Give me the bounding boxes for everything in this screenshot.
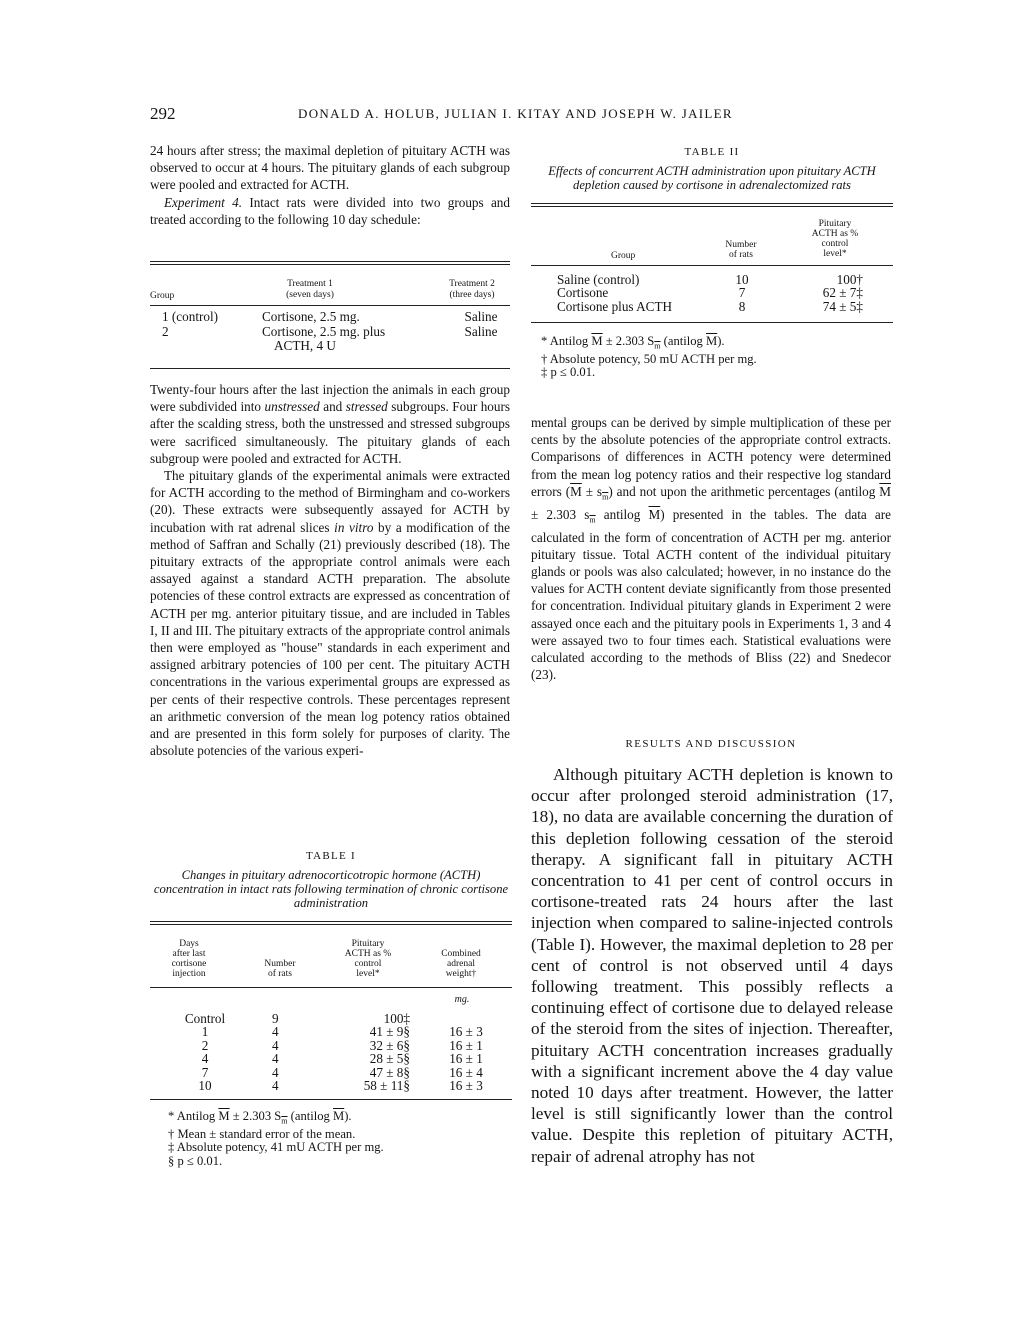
table-2-body xyxy=(531,266,893,314)
mean-symbol: $\overline{M}$ xyxy=(570,483,582,499)
text-span: antilog xyxy=(595,506,649,522)
table-row: 10 xyxy=(198,1078,212,1094)
header-line: Pituitary xyxy=(351,939,385,949)
schedule-cell-group: 2 xyxy=(162,323,169,339)
header-line: ACTH as % xyxy=(344,949,392,959)
text-span: ± 2.303 s xyxy=(531,506,590,522)
table-1-caption: TABLE I xyxy=(305,850,357,862)
header-line: injection xyxy=(172,969,206,979)
table-row: 28 ± 5§ xyxy=(369,1051,410,1067)
table-1-bottom-rule xyxy=(150,1099,512,1100)
schedule-bottom-rule xyxy=(150,368,510,369)
table-row: 100‡ xyxy=(383,1011,410,1026)
table-1-header-weight xyxy=(426,949,496,979)
schedule-cell-t1 xyxy=(262,310,452,325)
header-line: control xyxy=(354,959,382,969)
paragraph-methods xyxy=(150,467,510,759)
schedule-header xyxy=(150,265,510,305)
table-1-col-number xyxy=(272,1012,292,1092)
table-row: Control xyxy=(184,1011,226,1026)
footnote: § p ≤ 0.01. xyxy=(168,1153,223,1168)
table-row: 8 xyxy=(738,298,746,314)
table-row: 47 ± 8§ xyxy=(369,1064,410,1080)
header-line: Days xyxy=(179,939,199,949)
table-2-col-group xyxy=(557,273,672,313)
text-span: ± 2.303 S xyxy=(229,1109,282,1123)
text-span: (antilog xyxy=(287,1109,333,1123)
section-heading: RESULTS AND DISCUSSION xyxy=(625,738,797,750)
header-line: Combined xyxy=(441,949,481,959)
table-row: 16 ± 3 xyxy=(449,1024,483,1040)
text-span: ) and not upon the arithmetic percentages (antilog xyxy=(608,483,880,499)
mean-symbol: $\overline{M}$ xyxy=(218,1109,230,1123)
schedule-header-treatment-1: Treatment 1 xyxy=(287,279,333,289)
schedule-cell-t2: Saline xyxy=(464,323,498,339)
paragraph-comparisons xyxy=(531,414,891,683)
text-span: ) presented in the tables. The data are calculated in the form of concentration of ACTH per mg. anterior pituitary tissue. Total ACTH content of the individual pituitary glands or pools was also calculated; however, in no instance do the values for ACTH content deviate significantly from those presented for concentration. Individual pituitary glands in Experiment 2 were assayed once each and the pituitary pools in Experiments 1, 3 and 4 were assayed two to four times each. Statistical evaluations were calculated according to the methods of Bliss (22) and Snedecor (23). xyxy=(531,506,892,683)
table-row: 16 ± 1 xyxy=(449,1051,483,1067)
mean-subscript: m xyxy=(654,341,661,351)
mean-subscript: m xyxy=(602,492,609,502)
term-in-vitro: in vitro xyxy=(334,519,374,535)
table-row: Cortisone xyxy=(557,285,609,301)
footnote xyxy=(168,1110,512,1128)
table-1-header-number xyxy=(250,959,310,979)
table-1-col-level xyxy=(330,1012,410,1092)
table-row: 4 xyxy=(272,1037,279,1053)
term-unstressed: unstressed xyxy=(264,399,320,415)
table-2-bottom-rule xyxy=(531,322,893,323)
table-row: 4 xyxy=(272,1078,279,1094)
footnote: ‡ p ≤ 0.01. xyxy=(541,365,596,380)
schedule-cell-t1-line2: ACTH, 4 U xyxy=(274,338,336,353)
table-row xyxy=(436,1012,496,1025)
table-1-header-days xyxy=(160,939,218,979)
mean-symbol: $\overline{M}$ xyxy=(879,483,892,499)
table-row: 74 ± 5‡ xyxy=(822,298,863,314)
table-row: 7 xyxy=(201,1064,209,1080)
header-line: Pituitary xyxy=(818,219,852,229)
mean-subscript: m xyxy=(589,515,596,525)
table-2-col-number xyxy=(727,273,757,313)
schedule-cell-group: 1 (control) xyxy=(162,309,219,324)
table-row: 9 xyxy=(272,1011,279,1026)
table-2-title: Effects of concurrent ACTH administration upon pituitary ACTH depletion caused by cortisone in adrenalectomized rats xyxy=(548,164,876,192)
text-span: (antilog xyxy=(660,334,706,348)
table-row xyxy=(150,325,510,354)
schedule-header-treatment-2-days: (three days) xyxy=(449,290,495,300)
header-line: adrenal xyxy=(447,959,475,969)
schedule-cell-t1-line: Cortisone, 2.5 mg. plus xyxy=(262,323,386,339)
results-text xyxy=(531,764,893,1167)
table-1-footnotes xyxy=(168,1110,512,1168)
running-header xyxy=(150,104,895,126)
table-1-body xyxy=(150,988,512,1092)
header-line: cortisone xyxy=(171,959,207,969)
table-row: 58 ± 11§ xyxy=(363,1078,410,1094)
text-span: and xyxy=(319,399,346,415)
footnote xyxy=(541,335,893,353)
table-row: 16 ± 4 xyxy=(449,1064,483,1080)
schedule-table xyxy=(150,261,510,369)
mean-subscript: m xyxy=(281,1116,288,1126)
mean-symbol: $\overline{M}$ xyxy=(648,506,661,522)
header-line: weight† xyxy=(445,969,477,979)
table-row: 100† xyxy=(836,272,863,287)
table-1-col-weight xyxy=(436,1012,496,1092)
table-2 xyxy=(531,146,893,380)
text-span: by a modification of the method of Saffran and Schally (21) previously described (18). The pituitary extracts of the appropriate control animals were each assayed against a standard ACTH preparation. The absolute potencies of these control extracts are expressed as concentration of ACTH per mg. anterior pituitary tissue, and are included in Tables I, II and III. The pituitary extracts of the appropriate control animals then were employed as "house" standards in each experiment and assigned arbitrary potencies of 100 per cent. The pituitary ACTH concentrations in the various experimental groups are expressed as per cents of their respective controls. These percentages represent an arithmetic conversion of the mean log potency ratios obtained and are presented in this form solely for purposes of clarity. The absolute potencies of the various experi- xyxy=(150,519,510,759)
header-line: control xyxy=(821,239,849,249)
table-2-header xyxy=(531,207,893,265)
experiment-4-label: Experiment 4. xyxy=(164,194,242,210)
paragraph-results: Although pituitary ACTH depletion is known to occur after prolonged steroid administration (17, 18), no data are available concerning the duration of this depletion following cessation of the steroid therapy. A significant fall in pituitary ACTH concentration to 41 per cent of control occurs in cortisone-treated rats 24 hours after the last injection when compared to saline-injected controls (Table I). However, the maximal depletion to 28 per cent of control is not observed until 4 days following treatment. This possibly reflects a continuing effect of cortisone due to delayed release of the steroid from the sites of injection. Thereafter, pituitary ACTH concentration increases gradually with a significant increment above the 4 day value noted 10 days after treatment. However, the latter level is still significantly lower than the control value. Despite this repletion of pituitary ACTH, repair of adrenal atrophy has not xyxy=(531,765,893,1166)
table-row: 7 xyxy=(738,285,746,301)
header-line: after last xyxy=(172,949,206,959)
header-line: Number xyxy=(725,240,757,250)
text-span: The pituitary glands of the experimental animals were extracted for ACTH according to the method of Birmingham and co-workers (20). These extracts were subsequently assayed for ACTH by incubation with rat adrenal slices xyxy=(150,468,510,535)
footnote: † Mean ± standard error of the mean. xyxy=(168,1126,356,1141)
table-2-header-number xyxy=(711,240,771,260)
text-span: ± s xyxy=(581,483,603,499)
header-line: level* xyxy=(356,969,380,979)
table-row: Saline (control) xyxy=(557,272,640,287)
table-row: 32 ± 6§ xyxy=(369,1037,410,1053)
text-span: ± 2.303 S xyxy=(602,334,655,348)
table-1-col-days xyxy=(170,1012,240,1092)
text-span: * Antilog xyxy=(541,334,592,348)
header-line: level* xyxy=(823,249,847,259)
header-line: ACTH as % xyxy=(811,229,859,239)
table-1-title: Changes in pituitary adrenocorticotropic hormone (ACTH) concentration in intact rats following termination of chronic cortisone administration xyxy=(153,868,509,910)
table-row: 4 xyxy=(272,1051,279,1067)
table-1-header-level xyxy=(328,939,408,979)
table-row: 2 xyxy=(201,1037,209,1053)
table-row: 4 xyxy=(201,1051,209,1067)
table-2-col-level xyxy=(793,273,863,313)
schedule-cell-t2: Saline xyxy=(464,309,498,324)
table-2-caption: TABLE II xyxy=(684,146,740,158)
table-2-footnotes xyxy=(541,335,893,380)
footnote: † Absolute potency, 50 mU ACTH per mg. xyxy=(541,351,757,366)
schedule-body xyxy=(150,310,510,354)
term-stressed: stressed xyxy=(345,399,388,415)
text-span: * Antilog xyxy=(168,1109,219,1123)
table-1-header xyxy=(150,925,512,987)
header-line: of rats xyxy=(728,250,753,260)
footnote: ‡ Absolute potency, 41 mU ACTH per mg. xyxy=(168,1140,384,1155)
page-number: 292 xyxy=(150,104,176,123)
mean-symbol: $\overline{M}$ xyxy=(706,334,718,348)
schedule-header-rule xyxy=(150,305,510,306)
table-row: 1 xyxy=(201,1024,209,1040)
text-span: ). xyxy=(344,1109,352,1123)
header-line: of rats xyxy=(267,969,292,979)
text-span: Twenty-four hours after the last injection the animals in each group were subdivided into xyxy=(150,382,510,415)
table-1-unit: mg. xyxy=(454,994,470,1005)
table-2-header-level xyxy=(795,219,875,259)
right-column-body xyxy=(531,414,891,683)
table-row: 16 ± 3 xyxy=(449,1078,483,1094)
schedule-header-treatment-1-days: (seven days) xyxy=(286,290,334,300)
schedule-cell-t1 xyxy=(262,325,452,354)
table-row: 4 xyxy=(272,1064,279,1080)
experiment-4-text: Intact rats were divided into two groups and treated according to the following 10 day schedule: xyxy=(150,194,510,227)
table-row: 4 xyxy=(272,1024,279,1040)
table-row: 16 ± 1 xyxy=(449,1037,483,1053)
paragraph-exp4 xyxy=(150,194,510,228)
table-2-header-group: Group xyxy=(611,251,636,261)
text-span: mental groups can be derived by simple multiplication of these per cents by the absolute potencies of the appropriate control extracts. Comparisons of differences in ACTH potency were determined from the mean log potency ratios and their respective log standard errors ( xyxy=(531,415,891,499)
text-span: ). xyxy=(717,334,725,348)
schedule-cell-t1-line: Cortisone, 2.5 mg. xyxy=(262,309,360,324)
table-row: Cortisone plus ACTH xyxy=(557,298,673,314)
table-row: 10 xyxy=(735,272,749,287)
paragraph-subgroups xyxy=(150,381,510,467)
table-row: 41 ± 9§ xyxy=(369,1024,410,1040)
text-span: subgroups. Four hours after the scalding stress, both the unstressed and stressed subgroups were sacrificed simultaneously. The pituitary glands of each subgroup were pooled and extracted for ACTH. xyxy=(150,399,511,466)
paragraph-exp3-end: 24 hours after stress; the maximal depletion of pituitary ACTH was observed to occur at 4 hours. The pituitary glands of each subgroup were pooled and extracted for ACTH. xyxy=(150,143,510,193)
left-column-top xyxy=(150,142,510,228)
left-column-body xyxy=(150,381,510,759)
table-1 xyxy=(150,850,512,1168)
header-line: Number xyxy=(264,959,296,969)
table-row xyxy=(150,310,510,325)
table-row: 62 ± 7‡ xyxy=(822,285,863,301)
mean-symbol: $\overline{M}$ xyxy=(591,334,603,348)
schedule-header-treatment-2: Treatment 2 xyxy=(449,279,495,289)
mean-symbol: $\overline{M}$ xyxy=(333,1109,345,1123)
author-line: DONALD A. HOLUB, JULIAN I. KITAY AND JOSEPH W. JAILER xyxy=(298,106,733,121)
schedule-header-group: Group xyxy=(150,291,175,301)
